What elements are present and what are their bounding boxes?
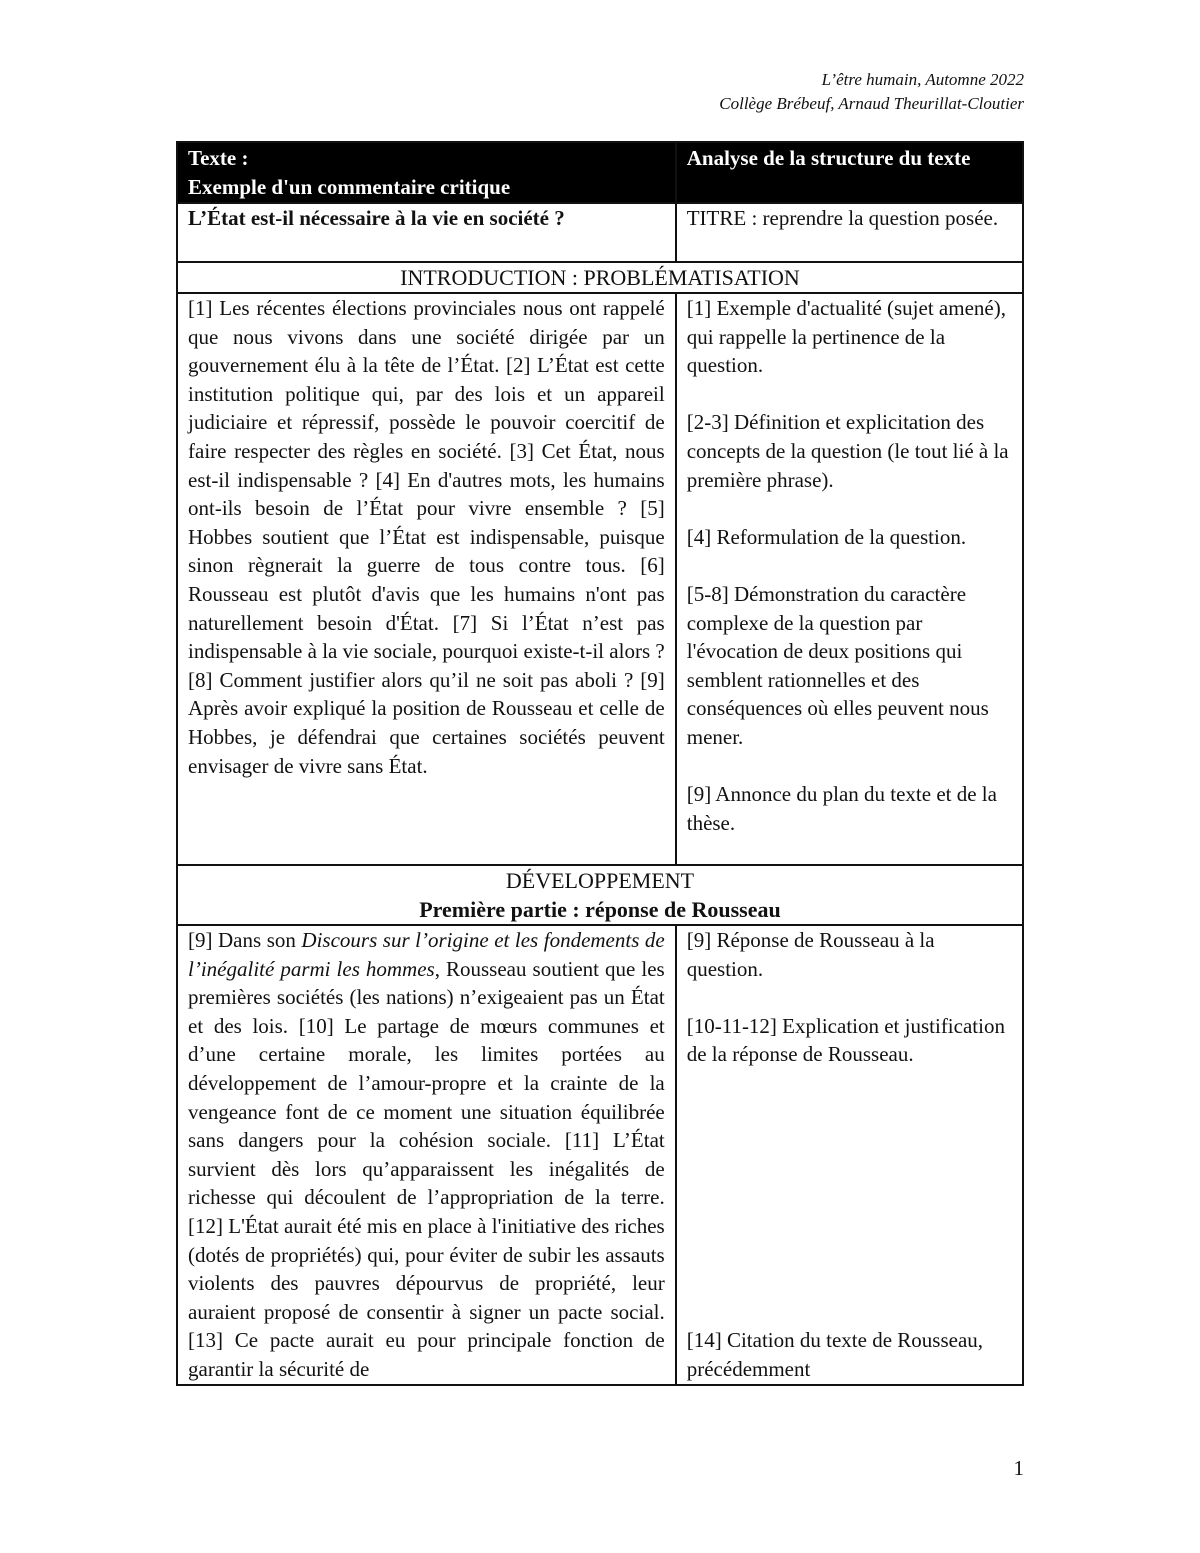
table-header-row [177, 142, 1023, 203]
note-item: [2-3] Définition et explicitation des concepts de la question (le tout lié à la première phrase). [686, 410, 1009, 492]
note-item: [5-8] Démonstration du caractère complexe de la question par l'évocation de deux positions qui semblent rationnelles et des conséquences où elles peuvent nous mener. [686, 581, 989, 749]
intro-paragraph: [1] Les récentes élections provinciales nous ont rappelé que nous vivons dans une société dirigée par un gouvernement élu à la tête de l’État. [2] L’État est cette institution politique qui, par des lois et un appareil judiciaire et répressif, possède le pouvoir coercitif de faire respecter des règles en société. [3] Cet État, nous est-il indispensable ? [4] En d'autres mots, les humains ont-ils besoin de l’État pour vivre ensemble ? [5] Hobbes soutient que l’État est indispensable, puisque sinon règnerait la guerre de tous contre tous. [6] Rousseau est plutôt d'avis que les humains n'ont pas naturellement besoin d'État. [7] Si l’État n’est pas indispensable à la vie sociale, pourquoi existe-t-il alors ? [8] Comment justifier alors qu’il ne soit pas aboli ? [9] Après avoir expliqué la position de Rousseau et celle de Hobbes, je défendrai que certaines sociétés peuvent envisager de vivre sans État. [188, 296, 665, 778]
title-note: TITRE : reprendre la question posée. [676, 203, 1023, 262]
note-item: [4] Reformulation de la question. [686, 524, 967, 549]
author-line: Collège Brébeuf, Arnaud Theurillat-Cloutier [719, 94, 1024, 113]
analysis-column-header: Analyse de la structure du texte [676, 142, 1023, 203]
development-heading-cell [177, 865, 1023, 925]
part-one-text-cell [177, 925, 676, 1385]
note-item: [10-11-12] Explication et justification de la réponse de Rousseau. [686, 1013, 1005, 1067]
title-row [177, 203, 1023, 262]
intro-heading: INTRODUCTION : PROBLÉMATISATION [177, 262, 1023, 293]
part-one-heading: Première partie : réponse de Rousseau [419, 897, 781, 922]
intro-text-cell [177, 293, 676, 865]
part-one-paragraph: [9] Dans son Discours sur l’origine et les fondements de l’inégalité parmi les hommes, Rousseau soutient que les premières sociétés (les nations) n’exigeaient pas un État et des lois. [10] Le partage de mœurs communes et d’une certaine morale, les limites portées au développement de l’amour-propre et la crainte de la vengeance font de ce moment une situation équilibrée sans dangers pour la cohésion sociale. [11] L’État survient dès lors qu’apparaissent les inégalités de richesse qui découlent de l’appropriation de la terre. [12] L'État aurait été mis en place à l'initiative des riches (dotés de propriétés) qui, pour éviter de subir les assauts violents des pauvres dépourvus de propriété, leur auraient proposé de consentir à signer un pacte social. [13] Ce pacte aurait eu pour principale fonction de garantir la sécurité de [188, 928, 665, 1381]
note-item: [9] Réponse de Rousseau à la question. [686, 928, 935, 981]
essay-title: L’État est-il nécessaire à la vie en société ? [177, 203, 676, 262]
part-one-notes-cell [676, 925, 1023, 1385]
intro-row [177, 293, 1023, 865]
commentary-table [176, 141, 1024, 1386]
note-item: [9] Annonce du plan du texte et de la thèse. [686, 782, 997, 835]
page-number: 1 [1013, 1456, 1024, 1480]
intro-notes-cell [676, 293, 1023, 865]
development-section-row [177, 865, 1023, 925]
note-item: [14] Citation du texte de Rousseau, précédemment [686, 1327, 984, 1381]
note-item: [1] Exemple d'actualité (sujet amené), qui rappelle la pertinence de la question. [686, 296, 1006, 378]
development-heading: DÉVELOPPEMENT [505, 868, 695, 893]
document-header [719, 68, 1024, 116]
course-line: L’être humain, Automne 2022 [821, 70, 1024, 89]
text-column-header: Texte : Exemple d'un commentaire critique [177, 142, 676, 203]
part-one-row [177, 925, 1023, 1385]
intro-section-row [177, 262, 1023, 293]
book-title: Discours sur l’origine et les fondements de l’inégalité parmi les hommes [188, 928, 665, 981]
